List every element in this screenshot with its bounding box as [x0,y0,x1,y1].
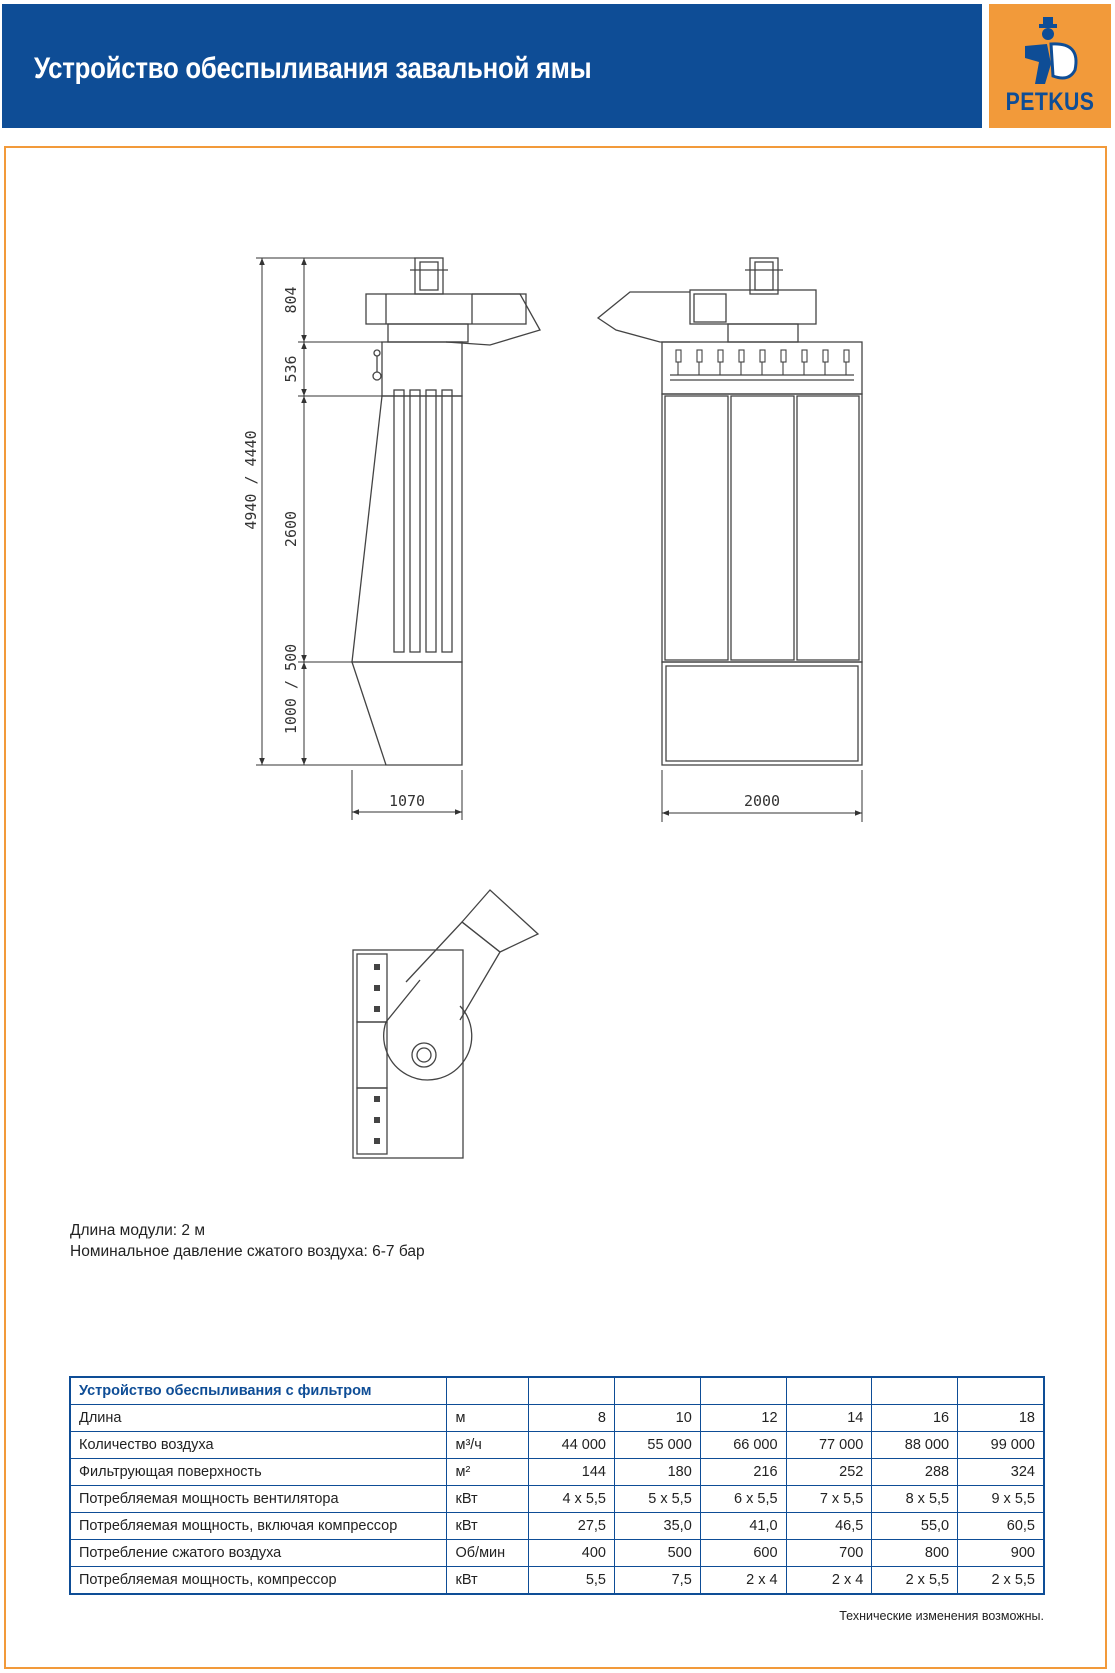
dim-536: 536 [282,355,300,383]
dim-804: 804 [282,286,300,314]
table-row: Потребляемая мощность, включая компрессор кВт 27,5 35,0 41,0 46,5 55,0 60,5 [70,1513,1044,1540]
dim-2600: 2600 [282,510,300,548]
dim-hopper-height: 1000 / 500 [282,643,300,735]
dim-total-height: 4940 / 4440 [242,430,260,530]
dim-2000: 2000 [743,792,781,810]
table-row: Потребляемая мощность, компрессор кВт 5,5 7,5 2 x 4 2 x 4 2 x 5,5 2 x 5,5 [70,1567,1044,1595]
side-view [352,258,540,765]
dim-1070: 1070 [388,792,426,810]
table-heading: Устройство обеспыливания с фильтром [70,1377,447,1405]
table-header-row [70,1377,1044,1405]
table-row: Фильтрующая поверхность м² 144 180 216 252 288 324 [70,1459,1044,1486]
logo-text: PETKUS [1005,88,1095,116]
front-view [598,258,862,765]
table-row: Количество воздуха м³/ч 44 000 55 000 66 000 77 000 88 000 99 000 [70,1432,1044,1459]
note-module-length: Длина модули: 2 м [70,1222,205,1239]
table-row: Длина м 8 10 12 14 16 18 [70,1405,1044,1432]
footnote: Технические изменения возможны. [839,1609,1044,1623]
note-air-pressure: Номинальное давление сжатого воздуха: 6-7 бар [70,1243,425,1260]
spec-table [69,1376,1045,1595]
table-row: Потребление сжатого воздуха Об/мин 400 500 600 700 800 900 [70,1540,1044,1567]
page-title: Устройство обеспыливания завальной ямы [34,52,592,85]
top-view [353,890,538,1158]
table-row: Потребляемая мощность вентилятора кВт 4 x 5,5 5 x 5,5 6 x 5,5 7 x 5,5 8 x 5,5 9 x 5,5 [70,1486,1044,1513]
